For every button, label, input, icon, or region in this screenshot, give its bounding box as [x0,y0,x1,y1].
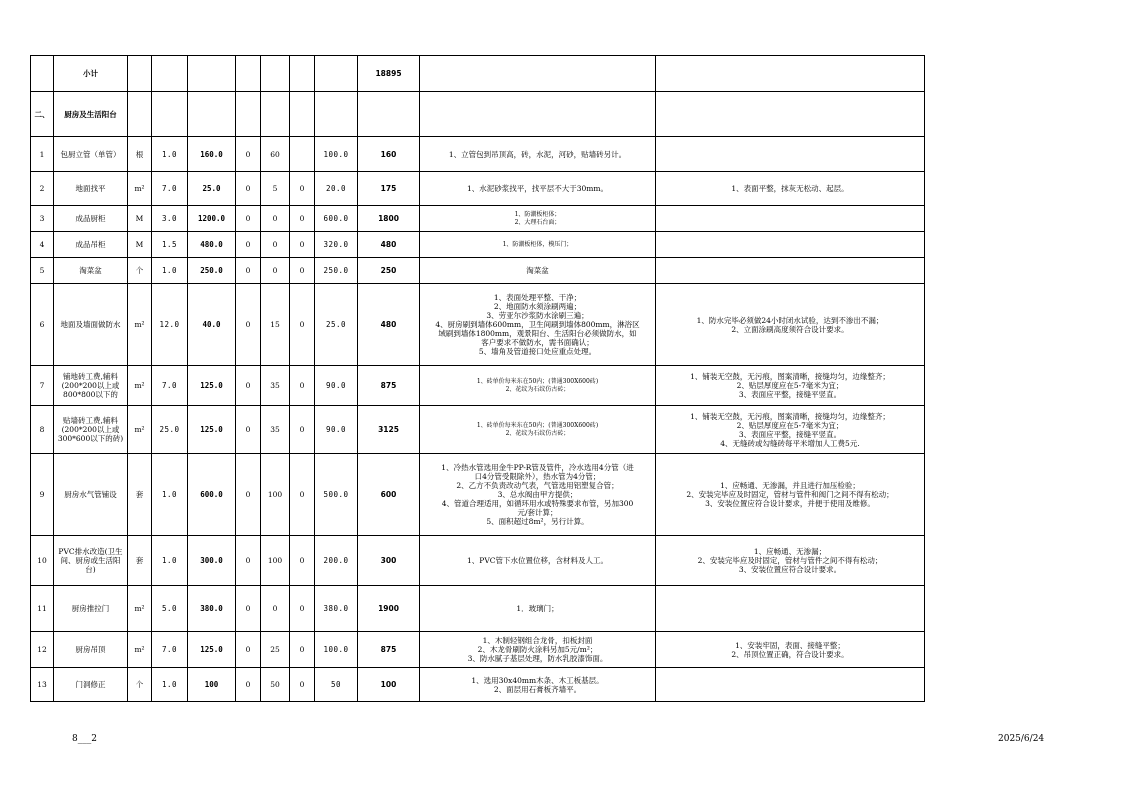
requirement-line: 1、铺装无空鼓，无污痕，图案清晰，接缝均匀，边缘整齐； [690,372,890,381]
item-cost-4: 90.0 [315,406,358,454]
description-line: 1、水泥砂浆找平，找平层不大于30mm。 [466,184,609,193]
item-unit-price: 300.0 [188,536,236,586]
item-unit-price: 250.0 [188,258,236,284]
item-unit-price: 1200.0 [188,206,236,232]
item-number: 13 [31,668,54,702]
item-description [420,366,656,406]
item-total: 1800 [358,206,420,232]
item-total: 600 [358,454,420,536]
table-row [31,284,925,366]
requirement-line: 3、表面应平整，接缝平竖直。 [738,429,842,439]
item-cost-3: 0 [290,406,315,454]
item-cost-1: 0 [236,284,261,366]
requirement-line: 2、立面涂刷高度须符合设计要求。 [731,324,849,334]
item-cost-2: 0 [261,206,290,232]
requirement-line: 1、应畅通、无渗漏，并且进行加压检验； [720,481,860,490]
item-total: 300 [358,536,420,586]
item-unit: 套 [128,454,152,536]
item-cost-3: 0 [290,258,315,284]
requirement-line: 3、安装位置应符合设计要求，并便于使用及维修。 [705,499,875,508]
item-unit: m² [128,632,152,668]
item-cost-3: 0 [290,454,315,536]
item-quantity: 7.0 [152,366,188,406]
item-cost-2: 25 [261,632,290,668]
item-quantity: 12.0 [152,284,188,366]
item-quantity: 1.0 [152,668,188,702]
item-unit-price: 480.0 [188,232,236,258]
description-line: 1、冷热水管选用金牛PP-R管及管件，冷水选用4分管（进 [441,463,634,472]
description-line: 1．玻璃门； [516,604,559,613]
item-unit: m² [128,366,152,406]
item-unit-price: 25.0 [188,172,236,206]
item-description [420,668,656,702]
item-cost-2: 0 [261,258,290,284]
item-requirements [656,536,925,586]
item-quantity: 3.0 [152,206,188,232]
table-row [31,258,925,284]
item-cost-1: 0 [236,206,261,232]
description-line: 2、乙方不负责改动气表，气管选用铝塑复合管； [456,481,619,490]
table-row [31,137,925,172]
item-cost-3: 0 [290,232,315,258]
item-description [420,137,656,172]
item-name: 门洞修正 [54,668,128,702]
item-cost-4: 100.0 [315,632,358,668]
description-line: 2、面层用石膏板齐墙平。 [493,684,582,694]
item-name: 淘菜盆 [54,258,128,284]
requirement-line: 1、应畅通、无渗漏； [753,547,827,556]
item-unit: M [128,232,152,258]
requirement-line: 2、贴层厚度应在5-7毫米为宜； [736,420,844,430]
item-cost-1: 0 [236,406,261,454]
item-unit: m² [128,284,152,366]
item-requirements [656,284,925,366]
item-unit: m² [128,586,152,632]
item-total: 250 [358,258,420,284]
item-name: 厨房吊顶 [54,632,128,668]
item-cost-4: 90.0 [315,366,358,406]
description-line: 2、木龙骨刷防火涂料另加5元/m²； [477,645,598,654]
item-name: 贴墙砖工费,辅料(200*200以上或300*600以下的砖) [54,406,128,454]
item-cost-2: 35 [261,366,290,406]
item-requirements [656,232,925,258]
item-number: 6 [31,284,54,366]
requirement-line: 2、安装完毕应及时固定，管材与管件之间不得有松动； [697,556,883,565]
item-cost-3 [290,137,315,172]
description-line: 1、选用30x40mm木条、木工板基层。 [471,675,604,685]
item-quantity: 1.5 [152,232,188,258]
description-line: 1、防潮板柜体； [514,211,561,219]
item-cost-4: 600.0 [315,206,358,232]
table-row [31,232,925,258]
item-number: 3 [31,206,54,232]
subtotal-row [31,56,925,92]
item-number: 4 [31,232,54,258]
description-line: 1、防潮板柜体，模压门； [502,240,573,248]
item-unit-price: 125.0 [188,366,236,406]
table-row [31,668,925,702]
description-line: 2、花纹为石纹仿古砖； [505,385,570,393]
item-cost-3: 0 [290,172,315,206]
description-line: 5、面积超过8m²，另行计算。 [486,517,589,526]
item-description [420,232,656,258]
item-name: 地面及墙面做防水 [54,284,128,366]
item-unit-price: 40.0 [188,284,236,366]
item-name: 厨房水气管铺设 [54,454,128,536]
item-number: 10 [31,536,54,586]
item-unit-price: 380.0 [188,586,236,632]
item-cost-2: 60 [261,137,290,172]
table-row [31,536,925,586]
item-cost-4: 380.0 [315,586,358,632]
item-cost-2: 0 [261,586,290,632]
table-row [31,172,925,206]
item-total: 175 [358,172,420,206]
item-number: 11 [31,586,54,632]
item-number: 12 [31,632,54,668]
subtotal-total: 18895 [358,56,420,92]
item-description [420,258,656,284]
item-cost-1: 0 [236,172,261,206]
item-unit-price: 125.0 [188,406,236,454]
item-requirements [656,668,925,702]
table-row [31,206,925,232]
requirement-line: 1、安装牢固，表面、接缝平整； [735,640,845,650]
item-cost-3: 0 [290,284,315,366]
item-cost-1: 0 [236,632,261,668]
print-date: 2025/6/24 [998,734,1045,744]
item-cost-3: 0 [290,586,315,632]
description-line: 1、立管包到吊顶高，砖，水泥，河砂，贴墙砖另计。 [448,149,627,159]
description-line: 4、厨房刷到墙体600mm，卫生间刷到墙体800mm，淋浴区 [435,320,640,329]
item-quantity: 1.0 [152,536,188,586]
item-requirements [656,454,925,536]
item-number: 7 [31,366,54,406]
description-line: 4、管道合理适用，如循环用水或特殊要求布管，另加300 [441,499,634,508]
item-total: 160 [358,137,420,172]
description-line: 1、木制轻钢组合龙骨，扣板封面 [482,636,593,645]
item-description [420,586,656,632]
section-number: 二、 [31,92,54,137]
table-row [31,454,925,536]
item-requirements [656,258,925,284]
item-cost-2: 0 [261,232,290,258]
item-unit: 套 [128,536,152,586]
item-name: 铺地砖工费,辅料(200*200以上或800*800以下的 [54,366,128,406]
item-cost-4: 320.0 [315,232,358,258]
item-description [420,632,656,668]
item-cost-4: 500.0 [315,454,358,536]
requirement-line: 1、铺装无空鼓，无污痕，图案清晰，接缝均匀，边缘整齐； [690,411,890,421]
description-line: 5、墙角及管道接口处应重点处理。 [478,347,597,356]
description-line: 1、砖单价每米东在50内；(普通300X600砖) [476,378,599,386]
item-total: 1900 [358,586,420,632]
item-total: 480 [358,232,420,258]
item-requirements [656,172,925,206]
item-cost-2: 35 [261,406,290,454]
requirement-line: 2、贴层厚度应在5-7毫米为宜； [736,381,844,390]
item-description [420,406,656,454]
item-cost-4: 50 [315,668,358,702]
item-total: 875 [358,366,420,406]
description-line: 口4分管受限除外），热水管为4分管； [474,472,601,481]
item-description [420,284,656,366]
item-cost-3: 0 [290,536,315,586]
item-cost-1: 0 [236,536,261,586]
item-description [420,206,656,232]
item-cost-2: 5 [261,172,290,206]
item-description [420,454,656,536]
item-cost-4: 200.0 [315,536,358,586]
table-row [31,586,925,632]
item-name: 包厨立管（单管） [54,137,128,172]
item-name: 厨房推拉门 [54,586,128,632]
item-unit: 个 [128,258,152,284]
item-cost-1: 0 [236,137,261,172]
item-cost-2: 50 [261,668,290,702]
quote-table [30,55,925,702]
item-cost-2: 15 [261,284,290,366]
item-name: 成品厨柜 [54,206,128,232]
item-cost-2: 100 [261,454,290,536]
subtotal-label: 小计 [54,56,128,92]
section-title: 厨房及生活阳台 [54,92,128,137]
requirement-line: 2、吊顶位置正确，符合设计要求。 [731,649,849,659]
item-cost-3: 0 [290,668,315,702]
item-cost-1: 0 [236,258,261,284]
table-row [31,366,925,406]
item-total: 3125 [358,406,420,454]
table-row [31,406,925,454]
table-row [31,632,925,668]
description-line: 3、总水阀由甲方提供； [497,490,578,499]
item-quantity: 5.0 [152,586,188,632]
item-quantity: 1.0 [152,454,188,536]
description-line: 2、大理石台面； [514,218,561,226]
item-cost-1: 0 [236,232,261,258]
item-name: 地面找平 [54,172,128,206]
item-number: 9 [31,454,54,536]
item-unit: 个 [128,668,152,702]
item-cost-1: 0 [236,586,261,632]
item-unit: m² [128,406,152,454]
description-line: 元/套计算； [517,508,558,517]
item-unit-price: 125.0 [188,632,236,668]
item-requirements [656,586,925,632]
item-number: 1 [31,137,54,172]
item-unit: 根 [128,137,152,172]
requirement-line: 4、无缝砖或勾缝砖每平米增加人工费5元. [720,438,860,448]
item-cost-4: 20.0 [315,172,358,206]
item-cost-1: 0 [236,454,261,536]
page-number: 8___2 [72,734,97,744]
item-description [420,536,656,586]
item-cost-3: 0 [290,206,315,232]
description-line: 3、防水腻子基层处理，防水乳胶漆饰面。 [467,654,608,663]
item-number: 2 [31,172,54,206]
description-line: 域刷到墙体1800mm，观景阳台、生活阳台必须做防水，如 [438,329,637,338]
item-unit: m² [128,172,152,206]
item-unit: M [128,206,152,232]
item-cost-1: 0 [236,668,261,702]
item-unit-price: 600.0 [188,454,236,536]
item-cost-3: 0 [290,366,315,406]
item-description [420,172,656,206]
description-line: 1、PVC管下水位置位移，含材料及人工。 [467,556,608,565]
item-number: 5 [31,258,54,284]
description-line: 1、砖单价每米东在50内；(普通300X600砖) [476,422,599,430]
item-requirements [656,137,925,172]
requirement-line: 1、防水完毕必须做24小时闭水试验，达到不渗出不漏； [696,315,884,325]
item-unit-price: 160.0 [188,137,236,172]
item-quantity: 7.0 [152,632,188,668]
item-number: 8 [31,406,54,454]
item-quantity: 1.0 [152,137,188,172]
description-line: 客户要求不做防水，需书面确认； [481,338,594,347]
description-line: 淘菜盆 [526,266,549,275]
item-unit-price: 100 [188,668,236,702]
item-total: 100 [358,668,420,702]
item-cost-4: 100.0 [315,137,358,172]
description-line: 2、地面防水须涂刷两遍； [493,302,582,311]
item-requirements [656,206,925,232]
item-requirements [656,632,925,668]
requirement-line: 1、表面平整，抹灰无松动、起层。 [731,184,849,193]
item-requirements [656,406,925,454]
section-row [31,92,925,137]
item-cost-4: 25.0 [315,284,358,366]
item-quantity: 7.0 [152,172,188,206]
requirement-line: 3、表面应平整，接缝平竖直。 [738,390,842,399]
item-quantity: 25.0 [152,406,188,454]
item-total: 480 [358,284,420,366]
requirement-line: 2、安装完毕应及时固定，管材与管件和阀门之间不得有松动； [686,490,894,499]
item-cost-2: 100 [261,536,290,586]
item-total: 875 [358,632,420,668]
item-name: 成品吊柜 [54,232,128,258]
item-requirements [656,366,925,406]
item-name: PVC排水改造(卫生间、厨房或生活阳台) [54,536,128,586]
item-cost-3: 0 [290,632,315,668]
item-quantity: 1.0 [152,258,188,284]
description-line: 3、劳亚尔沙浆防水涂刷三遍； [486,311,589,320]
description-line: 2、花纹为石纹仿古砖； [505,429,570,437]
requirement-line: 3、安装位置应符合设计要求。 [738,565,842,574]
item-cost-1: 0 [236,366,261,406]
description-line: 1、表面处理平整、干净； [493,293,582,302]
item-cost-4: 250.0 [315,258,358,284]
